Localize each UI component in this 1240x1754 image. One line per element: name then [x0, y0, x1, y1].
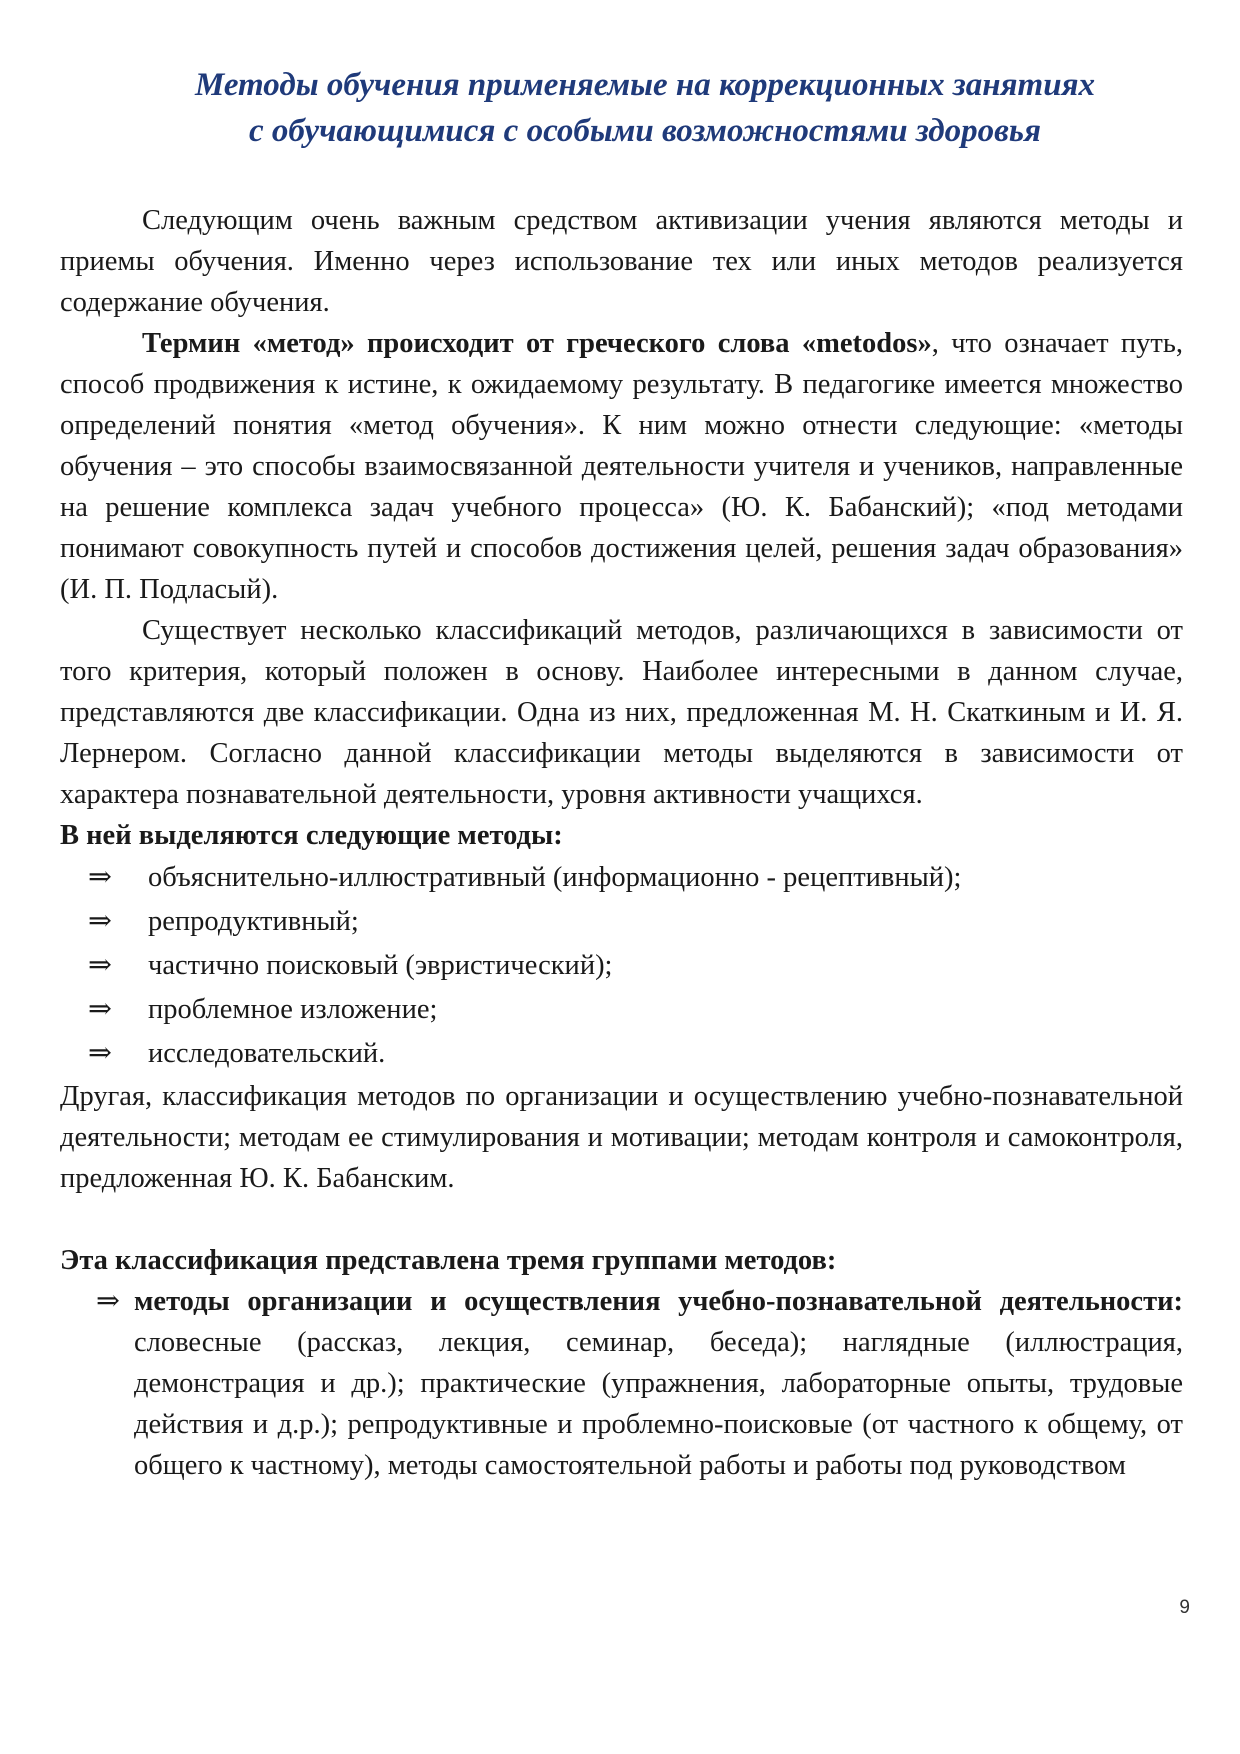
paragraph-4: Другая, классификация методов по организации и осуществлению учебно-познавательной деятельности; методам ее стимулирования и мотивации; методам контроля и самоконтроля, предложенная Ю. К. Бабанским.	[60, 1081, 1183, 1194]
list-item	[60, 988, 1183, 1032]
paragraph-1: Следующим очень важным средством активизации учения являются методы и приемы обучения. Именно через использование тех или иных методов реализуется содержание обучения.	[60, 205, 1183, 318]
groups-heading: Эта классификация представлена тремя группами методов:	[60, 1245, 837, 1276]
list-item-text: объяснительно-иллюстративный (информационно - рецептивный);	[148, 862, 962, 893]
arrow-icon: ⇒	[96, 1286, 120, 1317]
methods-list	[60, 856, 1183, 1076]
list-item	[60, 1032, 1183, 1076]
arrow-icon: ⇒	[88, 950, 112, 981]
methods-heading: В ней выделяются следующие методы:	[60, 820, 563, 851]
list-item-text: проблемное изложение;	[148, 994, 438, 1025]
list-item-text: частично поисковый (эвристический);	[148, 950, 613, 981]
arrow-icon: ⇒	[88, 862, 112, 893]
arrow-icon: ⇒	[88, 906, 112, 937]
paragraph-3: Существует несколько классификаций методов, различающихся в зависимости от того критерия, который положен в основу. Наиболее интересными в данном случае, представляются две классификации. Одна из них, предложенная М. Н. Скаткиным и И. Я. Лернером. Согласно данной классификации методы выделяются в зависимости от характера познавательной деятельности, уровня активности учащихся.	[60, 615, 1183, 810]
page-number: 9	[1179, 1597, 1190, 1618]
paragraph-2-text: , что означает путь, способ продвижения к истине, к ожидаемому результату. В педагогике имеется множество определений понятия «метод обучения». К ним можно отнести следующие: «методы обучения – это способы взаимосвязанной деятельности учителя и учеников, направленные на решение комплекса задач учебного процесса» (Ю. К. Бабанский); «под методами понимают совокупность путей и способов достижения целей, решения задач образования» (И. П. Подласый).	[60, 328, 1183, 605]
document-body	[60, 200, 1183, 1486]
spacer	[60, 1199, 1183, 1240]
list-item-text: репродуктивный;	[148, 906, 359, 937]
title-line-2: с обучающимися с особыми возможностями здоровья	[249, 113, 1041, 149]
title-line-1: Методы обучения применяемые на коррекционных занятиях	[194, 67, 1096, 103]
group-item-1	[60, 1281, 1183, 1486]
paragraph-2	[60, 323, 1183, 610]
list-item	[60, 900, 1183, 944]
term-definition-bold: Термин «метод» происходит от греческого слова «metodos»	[142, 328, 932, 359]
group-1-title: методы организации и осуществления учебно-познавательной деятельности:	[134, 1286, 1183, 1317]
group-1-text: словесные (рассказ, лекция, семинар, беседа); наглядные (иллюстрация, демонстрация и др.); практические (упражнения, лабораторные опыты, трудовые действия и д.р.); репродуктивные и проблемно-поисковые (от частного к общему, от общего к частному), методы самостоятельной работы и работы под руководством	[134, 1327, 1183, 1481]
list-item	[60, 856, 1183, 900]
arrow-icon: ⇒	[88, 1038, 112, 1069]
arrow-icon: ⇒	[88, 994, 112, 1025]
list-item-text: исследовательский.	[148, 1038, 386, 1069]
list-item	[60, 944, 1183, 988]
